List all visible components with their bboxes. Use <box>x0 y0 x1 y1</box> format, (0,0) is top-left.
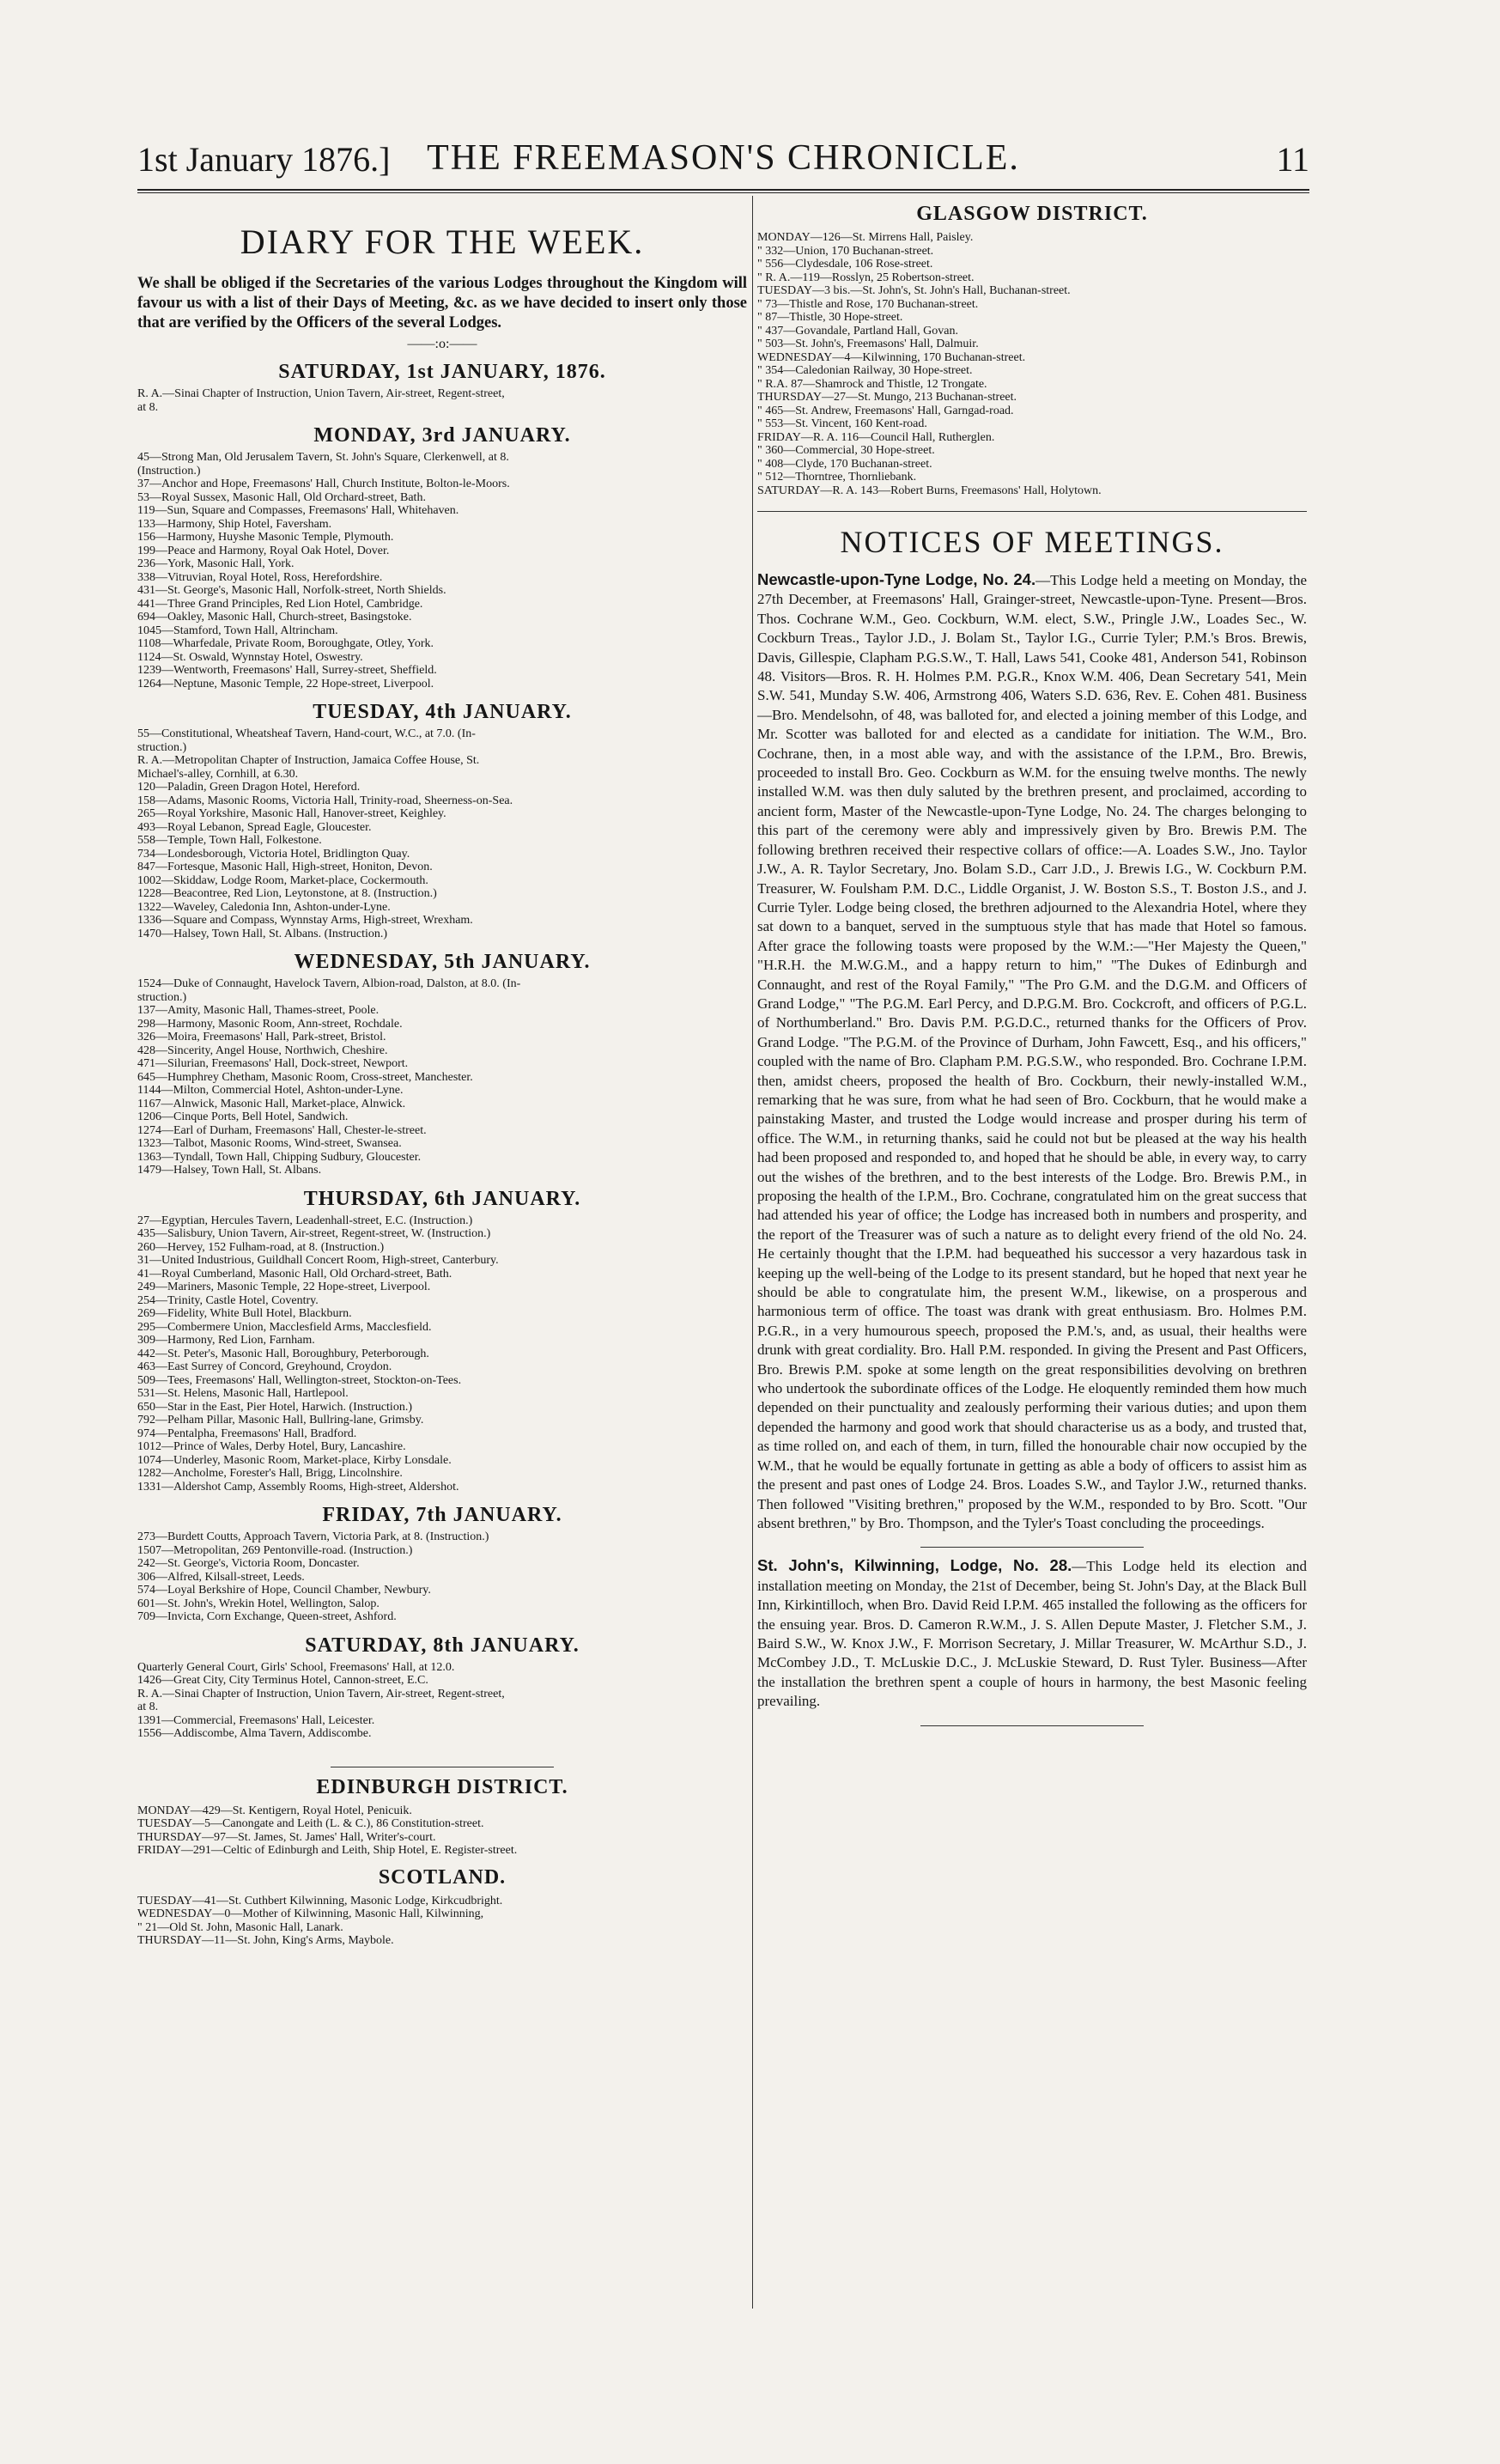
lodge-entry: 531—St. Helens, Masonic Hall, Hartlepool. <box>137 1387 349 1400</box>
lodge-entry: 1264—Neptune, Masonic Temple, 22 Hope-street, Liverpool. <box>137 677 434 691</box>
lodge-entry: 431—St. George's, Masonic Hall, Norfolk-street, North Shields. <box>137 584 446 597</box>
day-heading: MONDAY, 3rd JANUARY. <box>313 424 571 447</box>
lodge-entry: 265—Royal Yorkshire, Masonic Hall, Hanover-street, Keighley. <box>137 807 446 820</box>
newcastle-lodge-title: Newcastle-upon-Tyne Lodge, No. 24. <box>757 570 1036 588</box>
lodge-entry: 650—Star in the East, Pier Hotel, Harwich. (Instruction.) <box>137 1400 412 1414</box>
lodge-entry: R. A.—Metropolitan Chapter of Instruction, Jamaica Coffee House, St. <box>137 754 480 767</box>
day-heading: SATURDAY, 1st JANUARY, 1876. <box>278 361 606 383</box>
lodge-entry: 1124—St. Oswald, Wynnstay Hotel, Oswestry. <box>137 650 363 664</box>
lodge-entry: 1323—Talbot, Masonic Rooms, Wind-street, Swansea. <box>137 1137 402 1150</box>
page-number: 11 <box>1276 140 1309 179</box>
lodge-entry: 1239—Wentworth, Freemasons' Hall, Surrey-street, Sheffield. <box>137 664 437 677</box>
notices-title: NOTICES OF MEETINGS. <box>840 525 1224 559</box>
lodge-entry: 1363—Tyndall, Town Hall, Chipping Sudbury, Gloucester. <box>137 1150 422 1164</box>
day-lodge-list <box>137 1214 747 1494</box>
lodge-entry: (Instruction.) <box>137 464 201 478</box>
newcastle-notice-text: —This Lodge held a meeting on Monday, the 27th December, at Freemasons' Hall, Grainger-street, Newcastle-upon-Tyne. Present—Bros. Thos. Cochrane W.M., Geo. Cockburn, W.M. elect, S.W., Pringle J.W., Loades Sec., W. Cockburn Treas., Taylor J.D., J. Bolam St., Taylor I.G., Currie Tyler; P.M.'s Bros. Brewis, Davis, Gillespie, Clapham P.G.S.W., T. Hall, Laws 541, Cooke 481, Anderson 541, Robinson 48. Visitors—Bros. R. H. Holmes P.M. P.G.R., Knox W.M. 406, Dean Secretary 541, Mein S.W. 541, Munday S.W. 406, Armstrong 406, Waters S.D. 636, Rev. E. Cohen 481. Business—Bro. Mendelsohn, of 48, was balloted for, and elected a joining member of this Lodge, and Mr. Scotter was balloted for and elected as a candidate for initiation. The W.M., Bro. Cochrane, then, in a most able way, and with the assistance of the I.P.M., Bro. Brewis, proceeded to install Bro. Geo. Cockburn as W.M. for the ensuing twelve months. The newly installed W.M. was then duly saluted by the brethren present, and proclaimed, according to ancient form, Master of the Newcastle-upon-Tyne Lodge, No. 24. The charges belonging to this part of the ceremony were ably and impressively given by Bro. Brewis P.M. The following brethren received their respective collars of office:—A. Loades S.W., Jno. Taylor J.W., A. R. Taylor Secretary, Jno. Bolam S.D., Carr J.D., J. Brewis I.G., W. Cockburn P.M. Treasurer, W. Foulsham P.M. D.C., Liddle Organist, J. W. Boston S.S., T. Boston J.S., and J. Currie Tyler. Lodge being closed, the brethren adjourned to the Alexandria Hotel, where they sat down to a banquet, served in the sumptuous style that has made that Hotel so famous. After grace the following toasts were proposed by the W.M.:—"Her Majesty the Queen," "H.R.H. the M.W.G.M., and a happy return to him," "The Dukes of Edinburgh and Connaught, and rest of the Royal Family," "The Pro G.M. and the D.G.M. and Officers of Grand Lodge," "The P.G.M. Earl Percy, and D.P.G.M. Bro. Cockcroft, and officers of P.G.L. of Northumberland." Bro. Davis P.M. P.G.D.C., returned thanks for the Officers of Prov. Grand Lodge. "The P.G.M. of the Province of Durham, John Fawcett, Esq., and his officers," coupled with the name of Bro. Clapham P.M. P.G.S.W., who responded. Bro. Cochrane I.P.M. then, amidst cheers, proposed the health of Bro. Cockburn, their newly-installed W.M., remarking that he was sure, from what he had seen of Bro. Cockburn, that he would make a painstaking Master, and trusted the Lodge would increase and prosper during his term of office. The W.M., in returning thanks, said he could not but be pleased at the way his health had been proposed and responded to, and hoped that he should be able, in every way, to carry out the wishes of the brethren, and to the best interests of the Lodge. Bro. Brewis P.M., in proposing the health of the I.P.M., Bro. Cochrane, congratulated him on the great success that had attended his year of office; the Lodge has increased both in numbers and prosperity, and the report of the Treasurer was of such a nature as to delight every friend of the old No. 24. He certainly thought that the I.P.M. had bequeathed his successor a very hazardous task in keeping up the well-being of the Lodge to its present standard, but he hoped that next year he should be able to congratulate him, the present W.M., likewise, on a prosperous and harmonious term of office. The toast was drank with great enthusiasm. Bro. Holmes P.M. P.G.R., in a very humourous speech, proposed the P.M.'s, and, as usual, their healths were drunk with great cordiality. Bro. Hall P.M. responded. In giving the Present and Past Officers, Bro. Brewis P.M. spoke at some length on the great responsibilities devolving on brethren who undertook the subordinate offices of the Lodge. He eloquently reminded them how much depended on their punctuality and zealously performing their various duties; and upon them depended the harmony and good work that should characterise us as a body, and trusted that, as time rolled on, and each of them, in turn, filled the honourable chair now occupied by the W.M., that he would be equally fortunate in getting as able a body of officers to assist him as the present and past ones of Lodge 24. Bros. Loades S.W., and Taylor J.W., returned thanks. Then followed "Visiting brethren," proposed by the W.M., responded to by Bro. Scott. "Our absent brethren," by Bro. Thompson, and the Tyler's Toast concluding the proceedings. <box>757 572 1307 1531</box>
lodge-entry: Quarterly General Court, Girls' School, Freemasons' Hall, at 12.0. <box>137 1660 455 1674</box>
lodge-entry: " 360—Commercial, 30 Hope-street. <box>757 444 935 457</box>
lodge-entry: THURSDAY—97—St. James, St. James' Hall, Writer's-court. <box>137 1830 436 1844</box>
lodge-entry: 435—Salisbury, Union Tavern, Air-street, Regent-street, W. (Instruction.) <box>137 1227 491 1240</box>
lodge-entry: 1144—Milton, Commercial Hotel, Ashton-under-Lyne. <box>137 1084 404 1097</box>
lodge-entry: 45—Strong Man, Old Jerusalem Tavern, St. John's Square, Clerkenwell, at 8. <box>137 451 509 464</box>
edinburgh-heading: EDINBURGH DISTRICT. <box>316 1775 568 1798</box>
lodge-entry: " R. A.—119—Rosslyn, 25 Robertson-street. <box>757 271 975 284</box>
lodge-entry: THURSDAY—27—St. Mungo, 213 Buchanan-street. <box>757 391 1017 404</box>
lodge-entry: 709—Invicta, Corn Exchange, Queen-street, Ashford. <box>137 1610 397 1623</box>
lodge-entry: WEDNESDAY—4—Kilwinning, 170 Buchanan-street. <box>757 350 1026 364</box>
lodge-entry: 1108—Wharfedale, Private Room, Boroughgate, Otley, York. <box>137 637 434 650</box>
lodge-entry: 236—York, Masonic Hall, York. <box>137 557 295 570</box>
right-column <box>757 196 1307 1735</box>
lodge-entry: R. A.—Sinai Chapter of Instruction, Union Tavern, Air-street, Regent-street, <box>137 1687 505 1700</box>
lodge-entry: 1470—Halsey, Town Hall, St. Albans. (Instruction.) <box>137 927 388 940</box>
lodge-entry: 471—Silurian, Freemasons' Hall, Dock-street, Newport. <box>137 1057 409 1070</box>
header-rule-thin <box>137 192 1309 193</box>
lodge-entry: 1002—Skiddaw, Lodge Room, Market-place, Cockermouth. <box>137 873 428 887</box>
lodge-entry: 158—Adams, Masonic Rooms, Victoria Hall, Trinity-road, Sheerness-on-Sea. <box>137 794 513 807</box>
column-divider <box>752 196 753 2309</box>
lodge-entry: 309—Harmony, Red Lion, Farnham. <box>137 1334 315 1347</box>
lodge-entry: 463—East Surrey of Concord, Greyhound, Croydon. <box>137 1360 392 1373</box>
lodge-entry: 509—Tees, Freemasons' Hall, Wellington-street, Stockton-on-Tees. <box>137 1373 462 1387</box>
lodge-entry: at 8. <box>137 1700 159 1713</box>
lodge-entry: 295—Combermere Union, Macclesfield Arms, Macclesfield. <box>137 1320 432 1334</box>
day-heading: THURSDAY, 6th JANUARY. <box>303 1187 581 1210</box>
lodge-entry: 326—Moira, Freemasons' Hall, Park-street, Bristol. <box>137 1031 386 1043</box>
glasgow-list <box>757 231 1307 497</box>
diary-days <box>137 361 747 1741</box>
lodge-entry: " 73—Thistle and Rose, 170 Buchanan-street. <box>757 297 979 311</box>
lodge-entry: " 354—Caledonian Railway, 30 Hope-street. <box>757 364 973 377</box>
lodge-entry: 260—Hervey, 152 Fulham-road, at 8. (Instruction.) <box>137 1240 385 1254</box>
day-heading: TUESDAY, 4th JANUARY. <box>313 701 572 723</box>
lodge-entry: 1012—Prince of Wales, Derby Hotel, Bury, Lancashire. <box>137 1440 406 1453</box>
lodge-entry: 1282—Ancholme, Forester's Hall, Brigg, Lincolnshire. <box>137 1467 403 1480</box>
lodge-entry: 1274—Earl of Durham, Freemasons' Hall, Chester-le-street. <box>137 1123 427 1137</box>
diary-separator: ——:o:—— <box>407 337 477 351</box>
lodge-entry: 1331—Aldershot Camp, Assembly Rooms, High-street, Aldershot. <box>137 1480 459 1494</box>
lodge-entry: R. A.—Sinai Chapter of Instruction, Union Tavern, Air-street, Regent-street, <box>137 387 505 400</box>
end-rule <box>920 1725 1144 1726</box>
lodge-entry: 199—Peace and Harmony, Royal Oak Hotel, Dover. <box>137 544 390 557</box>
lodge-entry: " R.A. 87—Shamrock and Thistle, 12 Trongate. <box>757 377 987 391</box>
lodge-entry: TUESDAY—5—Canongate and Leith (L. & C.), 86 Constitution-street. <box>137 1817 484 1830</box>
lodge-entry: 242—St. George's, Victoria Room, Doncaster. <box>137 1557 360 1570</box>
lodge-entry: 645—Humphrey Chetham, Masonic Room, Cross-street, Manchester. <box>137 1070 473 1084</box>
lodge-entry: TUESDAY—41—St. Cuthbert Kilwinning, Masonic Lodge, Kirkcudbright. <box>137 1894 503 1907</box>
lodge-entry: " 21—Old St. John, Masonic Hall, Lanark. <box>137 1920 343 1934</box>
section-rule <box>920 1547 1144 1548</box>
lodge-entry: 1524—Duke of Connaught, Havelock Tavern, Albion-road, Dalston, at 8.0. (In- <box>137 977 521 990</box>
lodge-entry: WEDNESDAY—0—Mother of Kilwinning, Masonic Hall, Kilwinning, <box>137 1907 484 1920</box>
edinburgh-list <box>137 1804 747 1858</box>
lodge-entry: 1507—Metropolitan, 269 Pentonville-road. (Instruction.) <box>137 1543 413 1557</box>
lodge-entry: " 556—Clydesdale, 106 Rose-street. <box>757 258 933 271</box>
lodge-entry: 249—Mariners, Masonic Temple, 22 Hope-street, Liverpool. <box>137 1281 431 1293</box>
lodge-entry: 1336—Square and Compass, Wynnstay Arms, High-street, Wrexham. <box>137 914 473 927</box>
lodge-entry: 137—Amity, Masonic Hall, Thames-street, Poole. <box>137 1004 380 1017</box>
lodge-entry: 1206—Cinque Ports, Bell Hotel, Sandwich. <box>137 1110 349 1123</box>
lodge-entry: " 465—St. Andrew, Freemasons' Hall, Garngad-road. <box>757 404 1014 417</box>
lodge-entry: 269—Fidelity, White Bull Hotel, Blackburn. <box>137 1307 352 1320</box>
lodge-entry: 442—St. Peter's, Masonic Hall, Boroughbury, Peterborough. <box>137 1347 429 1360</box>
lodge-entry: MONDAY—126—St. Mirrens Hall, Paisley. <box>757 231 974 244</box>
lodge-entry: 55—Constitutional, Wheatsheaf Tavern, Hand-court, W.C., at 7.0. (In- <box>137 727 476 740</box>
newcastle-notice <box>757 570 1307 1533</box>
lodge-entry: at 8. <box>137 400 159 414</box>
lodge-entry: 119—Sun, Square and Compasses, Freemasons' Hall, Whitehaven. <box>137 504 459 517</box>
lodge-entry: FRIDAY—R. A. 116—Council Hall, Rutherglen. <box>757 430 995 444</box>
lodge-entry: struction.) <box>137 990 187 1004</box>
lodge-entry: 53—Royal Sussex, Masonic Hall, Old Orchard-street, Bath. <box>137 490 426 504</box>
lodge-entry: SATURDAY—R. A. 143—Robert Burns, Freemasons' Hall, Holytown. <box>757 484 1102 497</box>
lodge-entry: " 503—St. John's, Freemasons' Hall, Dalmuir. <box>757 338 979 350</box>
day-lodge-list <box>137 1530 747 1624</box>
newspaper-title: THE FREEMASON'S CHRONICLE. <box>427 138 1020 178</box>
lodge-entry: 1167—Alnwick, Masonic Hall, Market-place, Alnwick. <box>137 1097 406 1110</box>
issue-date: 1st January 1876.] <box>137 140 391 179</box>
lodge-entry: 254—Trinity, Castle Hotel, Coventry. <box>137 1293 319 1307</box>
lodge-entry: 1391—Commercial, Freemasons' Hall, Leicester. <box>137 1713 375 1727</box>
lodge-entry: 133—Harmony, Ship Hotel, Faversham. <box>137 517 332 531</box>
day-lodge-list <box>137 1661 747 1741</box>
lodge-entry: " 408—Clyde, 170 Buchanan-street. <box>757 457 932 471</box>
lodge-entry: 31—United Industrious, Guildhall Concert Room, High-street, Canterbury. <box>137 1254 499 1267</box>
day-lodge-list <box>137 727 747 940</box>
lodge-entry: TUESDAY—3 bis.—St. John's, St. John's Hall, Buchanan-street. <box>757 284 1071 297</box>
lodge-entry: 1074—Underley, Masonic Room, Market-place, Kirby Lonsdale. <box>137 1453 452 1467</box>
lodge-entry: 694—Oakley, Masonic Hall, Church-street, Basingstoke. <box>137 611 412 624</box>
lodge-entry: 1045—Stamford, Town Hall, Altrincham. <box>137 624 338 637</box>
day-lodge-list <box>137 977 747 1177</box>
lodge-entry: 1426—Great City, City Terminus Hotel, Cannon-street, E.C. <box>137 1674 428 1687</box>
lodge-entry: Michael's-alley, Cornhill, at 6.30. <box>137 767 299 781</box>
scotland-heading: SCOTLAND. <box>378 1865 507 1889</box>
lodge-entry: 306—Alfred, Kilsall-street, Leeds. <box>137 1570 305 1584</box>
lodge-entry: 41—Royal Cumberland, Masonic Hall, Old Orchard-street, Bath. <box>137 1267 452 1281</box>
lodge-entry: 298—Harmony, Masonic Room, Ann-street, Rochdale. <box>137 1017 403 1031</box>
lodge-entry: 792—Pelham Pillar, Masonic Hall, Bullring-lane, Grimsby. <box>137 1414 424 1427</box>
glasgow-heading: GLASGOW DISTRICT. <box>916 203 1148 225</box>
day-heading: SATURDAY, 8th JANUARY. <box>305 1634 580 1657</box>
stjohns-notice <box>757 1556 1307 1711</box>
lodge-entry: 27—Egyptian, Hercules Tavern, Leadenhall-street, E.C. (Instruction.) <box>137 1214 473 1227</box>
diary-intro: We shall be obliged if the Secretaries of the various Lodges throughout the Kingdom will favour us with a list of their Days of Meeting, &c. as we have decided to insert only those that are verified by the Officers of the several Lodges. <box>137 275 747 332</box>
diary-column <box>137 196 747 1948</box>
lodge-entry: 428—Sincerity, Angel House, Northwich, Cheshire. <box>137 1043 388 1057</box>
stjohns-lodge-title: St. John's, Kilwinning, Lodge, No. 28. <box>757 1556 1072 1575</box>
page-header <box>137 129 1309 189</box>
lodge-entry: 1228—Beacontree, Red Lion, Leytonstone, at 8. (Instruction.) <box>137 887 437 900</box>
lodge-entry: FRIDAY—291—Celtic of Edinburgh and Leith, Ship Hotel, E. Register-street. <box>137 1844 518 1857</box>
scotland-list <box>137 1895 747 1948</box>
lodge-entry: 441—Three Grand Principles, Red Lion Hotel, Cambridge. <box>137 597 423 611</box>
diary-title: DIARY FOR THE WEEK. <box>240 222 645 261</box>
lodge-entry: 558—Temple, Town Hall, Folkestone. <box>137 834 322 847</box>
lodge-entry: " 553—St. Vincent, 160 Kent-road. <box>757 417 927 430</box>
lodge-entry: THURSDAY—11—St. John, King's Arms, Maybole. <box>137 1934 394 1947</box>
section-rule <box>757 511 1307 512</box>
lodge-entry: 574—Loyal Berkshire of Hope, Council Chamber, Newbury. <box>137 1584 431 1597</box>
lodge-entry: 338—Vitruvian, Royal Hotel, Ross, Herefordshire. <box>137 570 383 584</box>
stjohns-notice-text: —This Lodge held its election and installation meeting on Monday, the 21st of December, being St. John's Day, at the Black Bull Inn, Kirkintilloch, when Bro. David Reid I.P.M. 465 installed the following as the officers for the ensuing year. Bros. D. Cameron R.W.M., J. S. Allen Depute Master, J. Fletcher S.M., J. Baird S.W., W. Knox J.W., F. Morrison Secretary, J. Millar Treasurer, W. McArthur S.D., J. McCombey J.D., T. McLuskie D.C., J. McLuskie Steward, D. Rust Tyler. Business—After the installation the brethren spent a couple of hours in harmony, the best Masonic feeling prevailing. <box>757 1558 1307 1710</box>
lodge-entry: " 87—Thistle, 30 Hope-street. <box>757 311 903 324</box>
day-lodge-list <box>137 451 747 691</box>
lodge-entry: 37—Anchor and Hope, Freemasons' Hall, Church Institute, Bolton-le-Moors. <box>137 478 510 490</box>
day-heading: FRIDAY, 7th JANUARY. <box>322 1504 562 1526</box>
lodge-entry: 273—Burdett Coutts, Approach Tavern, Victoria Park, at 8. (Instruction.) <box>137 1530 489 1543</box>
lodge-entry: struction.) <box>137 740 187 754</box>
lodge-entry: 601—St. John's, Wrekin Hotel, Wellington, Salop. <box>137 1597 380 1610</box>
lodge-entry: MONDAY—429—St. Kentigern, Royal Hotel, Penicuik. <box>137 1804 412 1817</box>
lodge-entry: " 332—Union, 170 Buchanan-street. <box>757 244 934 258</box>
lodge-entry: 1322—Waveley, Caledonia Inn, Ashton-under-Lyne. <box>137 900 391 914</box>
lodge-entry: 734—Londesborough, Victoria Hotel, Bridlington Quay. <box>137 847 410 861</box>
lodge-entry: 120—Paladin, Green Dragon Hotel, Hereford. <box>137 781 361 794</box>
lodge-entry: " 437—Govandale, Partland Hall, Govan. <box>757 324 958 338</box>
lodge-entry: " 512—Thorntree, Thornliebank. <box>757 471 917 484</box>
lodge-entry: 156—Harmony, Huyshe Masonic Temple, Plymouth. <box>137 531 394 544</box>
lodge-entry: 847—Fortesque, Masonic Hall, High-street, Honiton, Devon. <box>137 861 433 873</box>
lodge-entry: 1556—Addiscombe, Alma Tavern, Addiscombe. <box>137 1727 372 1740</box>
header-rule <box>137 189 1309 191</box>
lodge-entry: 1479—Halsey, Town Hall, St. Albans. <box>137 1164 322 1177</box>
day-heading: WEDNESDAY, 5th JANUARY. <box>294 951 591 973</box>
day-lodge-list <box>137 387 747 414</box>
lodge-entry: 493—Royal Lebanon, Spread Eagle, Gloucester. <box>137 820 372 834</box>
lodge-entry: 974—Pentalpha, Freemasons' Hall, Bradford. <box>137 1427 357 1440</box>
